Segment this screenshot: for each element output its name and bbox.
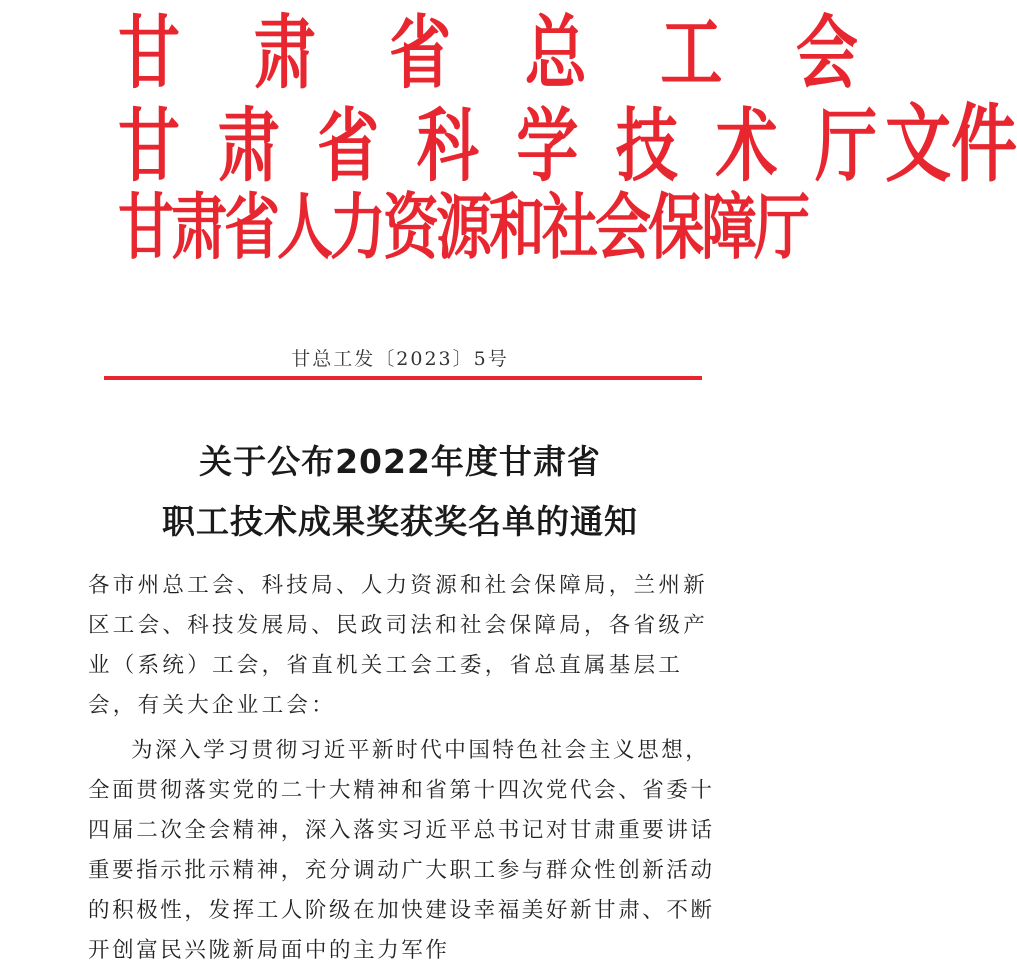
body-paragraph-1: 为深入学习贯彻习近平新时代中国特色社会主义思想，全面贯彻落实党的二十大精神和省第十四次党代会、省委十四届二次全会精神，深入落实习近平总书记对甘肃重要讲话重要指示批示精神，充分调动广大职工参与群众性创新活动的积极性，发挥工人阶级在加快建设幸福美好新甘肃、不断开创富民兴陇新局面中的主力军作 [88, 738, 715, 963]
issuer-science-technology-name: 甘 肃 省 科 学 技 术 厅 [118, 99, 886, 193]
issuer-federation-of-trade-unions: 甘 肃 省 总 工 会 [118, 6, 884, 100]
issuer-human-resources-dept: 甘肃省人力资源和社会保障厅 [118, 186, 807, 270]
salutation-paragraph: 各市州总工会、科技局、人力资源和社会保障局，兰州新区工会、科技发展局、民政司法和社会保障局，各省级产业（系统）工会，省直机关工会工委，省总直属基层工会，有关大企业工会： [88, 573, 709, 718]
notice-title-line-1: 关于公布2022年度甘肃省 [199, 442, 601, 481]
issuer-science-technology-dept [118, 95, 1017, 194]
document-number: 甘总工发〔2023〕5号 [291, 348, 509, 370]
document-label: 文件 [885, 95, 1017, 194]
notice-title-line-2: 职工技术成果奖获奖名单的通知 [162, 502, 638, 541]
header-divider [104, 376, 702, 380]
